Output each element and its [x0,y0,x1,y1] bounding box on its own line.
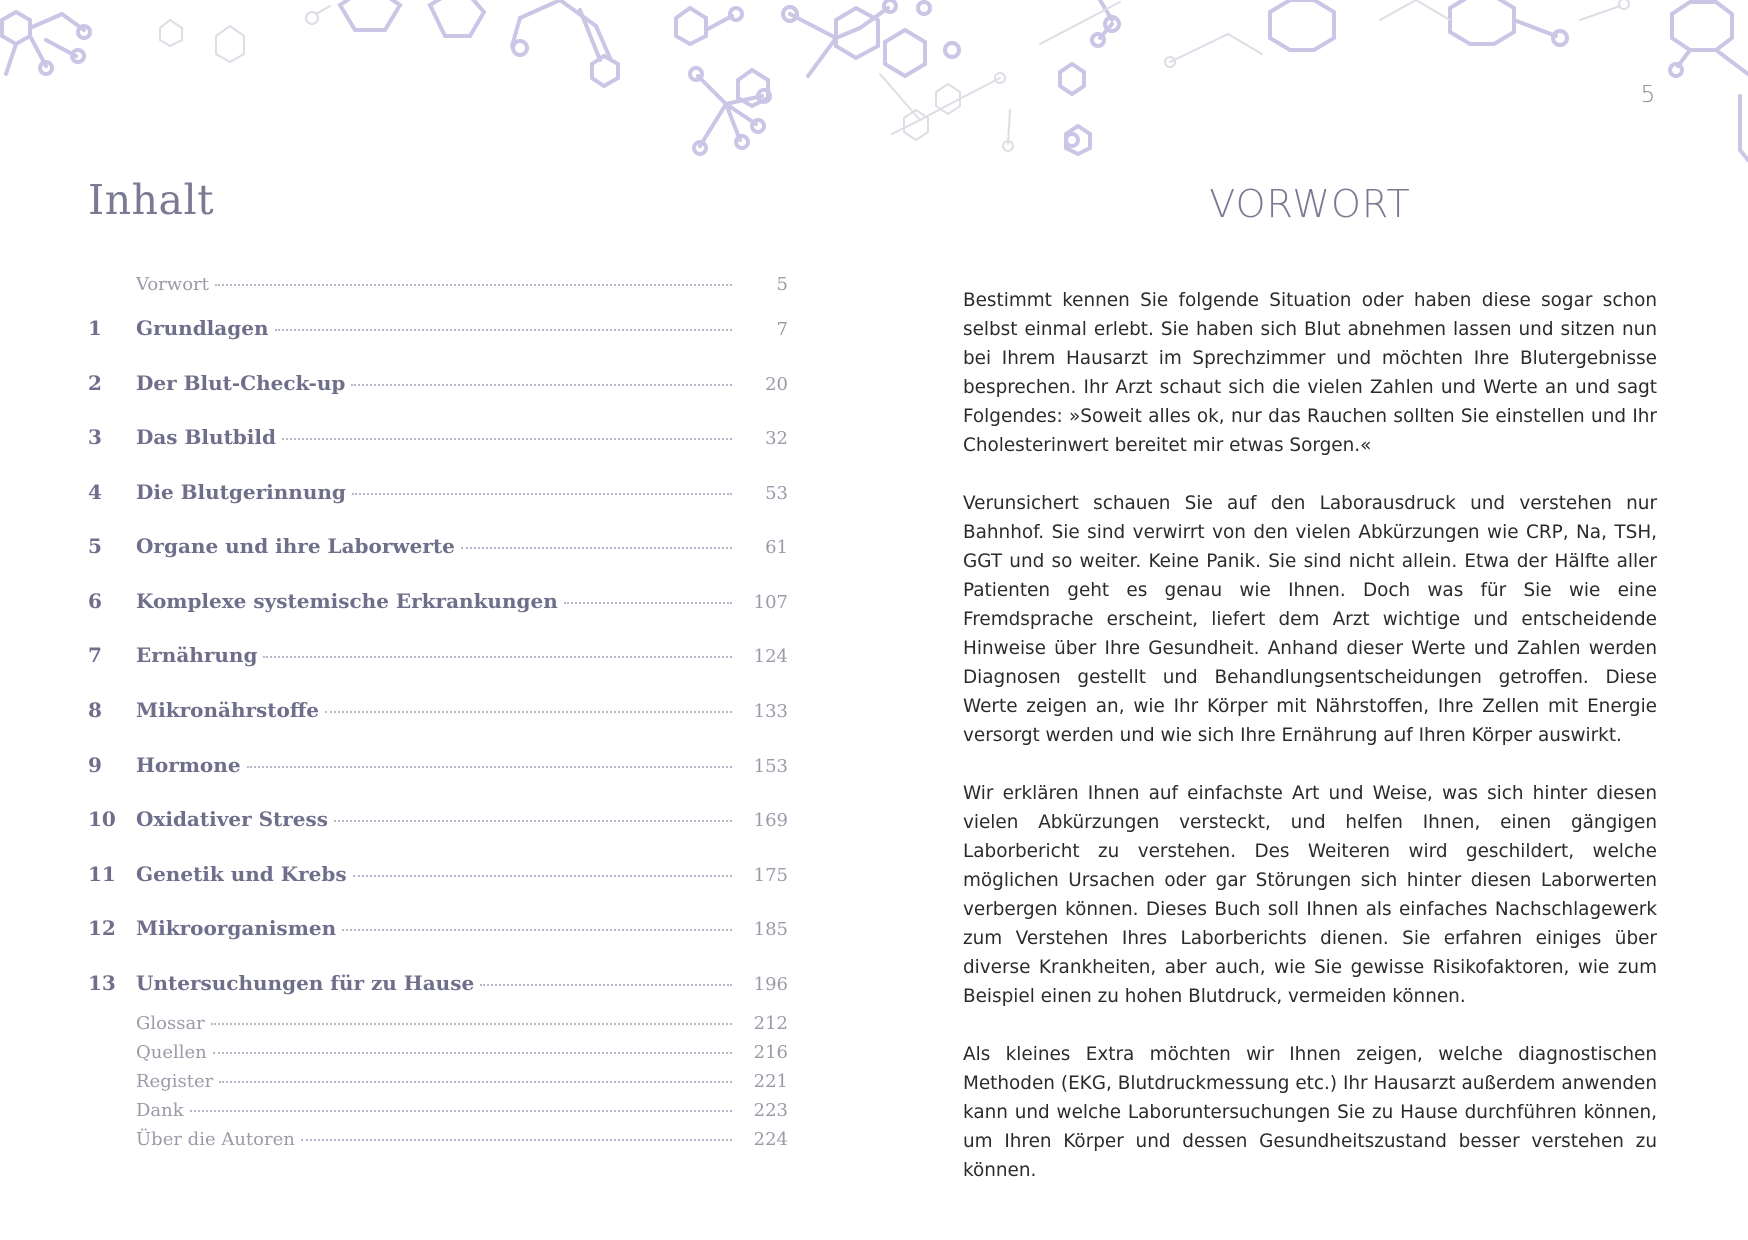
molecule-pattern-decoration [0,0,1748,170]
toc-entry-page: 196 [753,974,788,995]
toc-entry-number: 3 [88,425,102,449]
toc-entry[interactable] [88,643,788,667]
toc-entry-page: 223 [753,1100,788,1121]
toc-dot-leader [213,1051,732,1054]
toc-entry-page: 107 [753,592,788,613]
toc-entry-label: Die Blutgerinnung [136,480,346,504]
toc-entry-page: 212 [753,1013,788,1034]
toc-dot-leader [461,546,732,549]
toc-entry[interactable] [88,1071,788,1092]
toc-entry-label: Oxidativer Stress [136,807,329,831]
toc-entry-page: 221 [753,1071,788,1092]
toc-entry-page: 53 [765,483,788,504]
toc-entry-page: 20 [765,374,788,395]
toc-dot-leader [263,655,732,658]
toc-entry[interactable] [88,1013,788,1034]
toc-entry-label: Ernährung [136,643,258,667]
toc-entry[interactable] [88,534,788,558]
toc-entry-page: 7 [776,319,788,340]
toc-entry-number: 8 [88,698,102,722]
toc-entry-page: 224 [753,1129,788,1150]
toc-entry[interactable] [88,274,788,295]
toc-dot-leader [301,1138,732,1141]
foreword-title: VORWORT [1209,182,1411,226]
foreword-paragraph: Verunsichert schauen Sie auf den Laborausdruck und verstehen nur Bahnhof. Sie sind verwirrt von den vielen Abkürzungen wie CRP, Na, TSH, GGT und so weiter. Keine Panik. Sie sind nicht allein. Etwa der Hälfte aller Patienten geht es genau wie Ihnen. Doch was für Sie wie eine Fremdsprache erscheint, liefert dem Arzt wichtige und entscheidende Hinweise über Ihre Gesundheit. Anhand dieser Werte und Zahlen werden Diagnosen gestellt und Behandlungsentscheidungen getroffen. Diese Werte zeigen an, wie Ihr Körper mit Nährstoffen, Ihre Zellen mit Energie versorgt werden und wie sich Ihre Ernährung auf Ihren Körper auswirkt. [963,493,1657,746]
toc-entry-label: Dank [136,1100,184,1121]
page-number: 5 [1640,82,1656,108]
toc-entry-label: Über die Autoren [136,1129,295,1150]
foreword-paragraph: Wir erklären Ihnen auf einfachste Art und Weise, was sich hinter diesen vielen Abkürzungen versteckt, und helfen Ihnen, einen gängigen Laborbericht zu verstehen. Des Weiteren wird geschildert, welche möglichen Ursachen oder gar Störungen sich hinter diesen Laborwerten verbergen können. Dieses Buch soll Ihnen als einfaches Nachschlagewerk zum Verstehen Ihres Laborberichts dienen. Sie erfahren einiges über diverse Krankheiten, aber auch, wie Sie gewisse Risikofaktoren, wie zum Beispiel einen zu hohen Blutdruck, vermeiden können. [963,783,1657,1007]
toc-entry[interactable] [88,698,788,722]
toc-dot-leader [334,819,732,822]
toc-entry[interactable] [88,1100,788,1121]
toc-entry-number: 6 [88,589,102,613]
toc-entry-label: Hormone [136,753,241,777]
toc-dot-leader [211,1022,732,1025]
toc-dot-leader [247,765,732,768]
toc-dot-leader [215,283,732,286]
toc-entry-number: 13 [88,971,116,995]
toc-entry-label: Register [136,1071,214,1092]
toc-entry[interactable] [88,1129,788,1150]
toc-dot-leader [325,710,732,713]
toc-entry[interactable] [88,1042,788,1063]
toc-entry[interactable] [88,807,788,831]
toc-dot-leader [282,437,732,440]
toc-entry[interactable] [88,862,788,886]
toc-entry-number: 12 [88,916,116,940]
toc-entry-number: 4 [88,480,102,504]
toc-entry[interactable] [88,589,788,613]
toc-entry-page: 185 [753,919,788,940]
toc-dot-leader [351,383,732,386]
toc-entry-label: Quellen [136,1042,207,1063]
toc-entry-number: 9 [88,753,102,777]
foreword-paragraph: Bestimmt kennen Sie folgende Situation oder haben diese sogar schon selbst einmal erlebt. Sie haben sich Blut abnehmen lassen und sitzen nun bei Ihrem Hausarzt im Sprechzimmer und möchten Ihre Blutergebnisse besprechen. Ihr Arzt schaut sich die vielen Zahlen und Werte an und sagt Folgendes: »Soweit alles ok, nur das Rauchen sollten Sie einstellen und Ihr Cholesterinwert bereitet mir etwas Sorgen.« [963,290,1657,456]
foreword-paragraph: Als kleines Extra möchten wir Ihnen zeigen, welche diagnostischen Methoden (EKG, Blutdruckmessung etc.) Ihr Hausarzt außerdem anwenden kann und welche Laboruntersuchungen Sie zu Hause durchführen können, um Ihren Körper und dessen Gesundheitszustand besser verstehen zu können. [963,1044,1657,1181]
toc-dot-leader [219,1080,732,1083]
toc-entry[interactable] [88,371,788,395]
toc-entry-number: 7 [88,643,102,667]
toc-entry[interactable] [88,753,788,777]
toc-dot-leader [342,928,732,931]
toc-entry-label: Genetik und Krebs [136,862,347,886]
toc-entry-page: 153 [753,756,788,777]
toc-entry[interactable] [88,916,788,940]
toc-dot-leader [353,874,732,877]
toc-entry-page: 216 [753,1042,788,1063]
toc-entry-page: 61 [765,537,788,558]
toc-dot-leader [564,601,732,604]
toc-entry-label: Glossar [136,1013,205,1034]
toc-entry[interactable] [88,316,788,340]
toc-entry-page: 5 [776,274,788,295]
toc-entry-page: 32 [765,428,788,449]
toc-entry-number: 10 [88,807,116,831]
toc-entry-label: Komplexe systemische Erkrankungen [136,589,558,613]
toc-entry-label: Grundlagen [136,316,269,340]
toc-entry-label: Vorwort [136,274,209,295]
toc-entry-number: 1 [88,316,102,340]
toc-entry-label: Das Blutbild [136,425,276,449]
toc-dot-leader [480,983,732,986]
toc-dot-leader [275,328,733,331]
toc-entry-page: 169 [753,810,788,831]
toc-dot-leader [190,1109,732,1112]
foreword-body [963,286,1657,1214]
toc-entry-page: 124 [753,646,788,667]
toc-dot-leader [352,492,732,495]
toc-entry[interactable] [88,425,788,449]
toc-entry-number: 11 [88,862,116,886]
toc-entry[interactable] [88,971,788,995]
toc-entry[interactable] [88,480,788,504]
toc-entry-label: Organe und ihre Laborwerte [136,534,455,558]
toc-entry-label: Mikroorganismen [136,916,337,940]
toc-entry-page: 133 [753,701,788,722]
toc-entry-number: 2 [88,371,102,395]
toc-entry-label: Mikronährstoffe [136,698,320,722]
toc-entry-page: 175 [753,865,788,886]
toc-title: Inhalt [88,176,215,224]
toc-entry-number: 5 [88,534,102,558]
toc-entry-label: Untersuchungen für zu Hause [136,971,475,995]
toc-entry-label: Der Blut-Check-up [136,371,346,395]
